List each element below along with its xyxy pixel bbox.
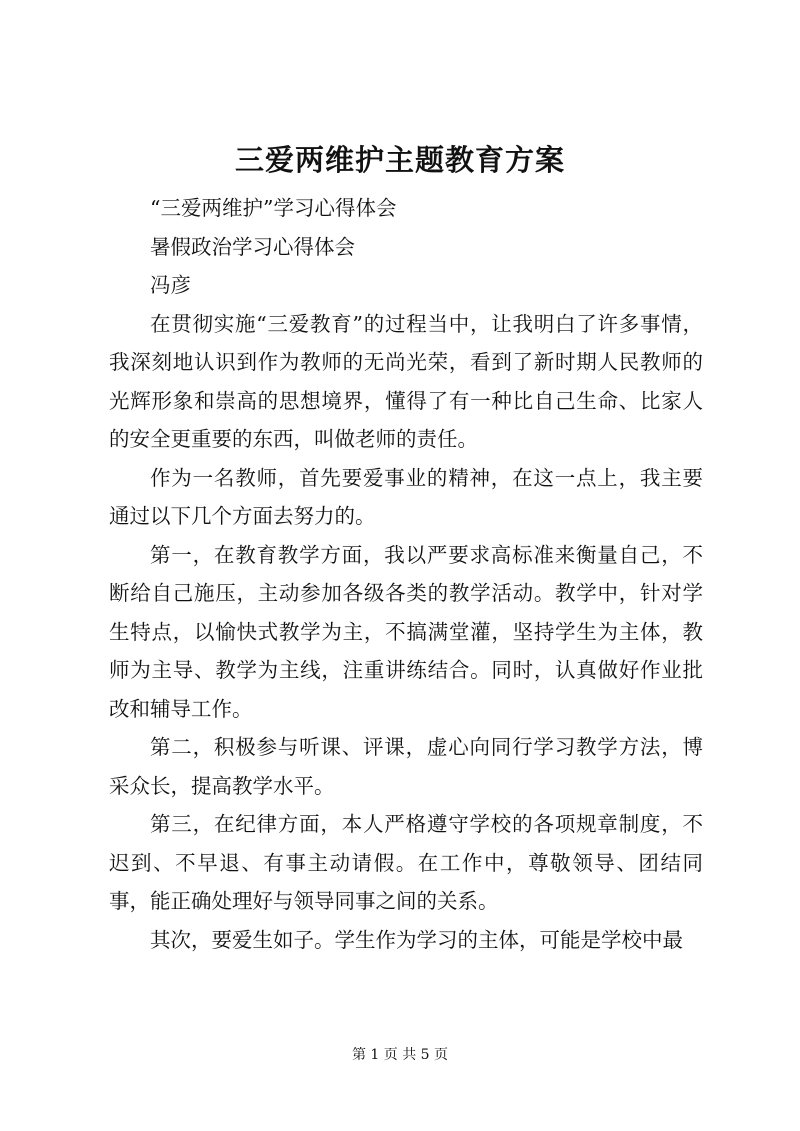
document-body: [109, 189, 703, 959]
paragraph: 第二，积极参与听课、评课，虚心向同行学习教学方法，博采众长，提高教学水平。: [109, 735, 703, 798]
paragraph-subtitle-2: 暑假政治学习心得体会: [150, 234, 355, 259]
paragraph: 作为一名教师，首先要爱事业的精神，在这一点上，我主要通过以下几个方面去努力的。: [109, 465, 703, 528]
paragraph: 在贯彻实施“三爱教育”的过程当中，让我明白了许多事情，我深刻地认识到作为教师的无尚光荣，看到了新时期人民教师的光辉形象和崇高的思想境界，懂得了有一种比自己生命、比家人的安全更重要的东西，叫做老师的责任。: [109, 311, 703, 451]
paragraph-author: 冯彦: [150, 273, 191, 297]
paragraph: 第三，在纪律方面，本人严格遵守学校的各项规章制度，不迟到、不早退、有事主动请假。在工作中，尊敬领导、团结同事，能正确处理好与领导同事之间的关系。: [109, 812, 703, 913]
document-title: 三爱两维护主题教育方案: [234, 143, 565, 177]
paragraph: 第一，在教育教学方面，我以严要求高标准来衡量自己，不断给自己施压，主动参加各级各类的教学活动。教学中，针对学生特点，以愉快式教学为主，不搞满堂灌，坚持学生为主体，教师为主导、教学为主线，注重讲练结合。同时，认真做好作业批改和辅导工作。: [109, 542, 703, 721]
paragraph: 其次，要爱生如子。学生作为学习的主体，可能是学校中最: [150, 927, 683, 952]
paragraph-subtitle: “三爱两维护”学习心得体会: [150, 196, 397, 220]
page-number-footer: 第 1 页 共 5 页: [351, 1047, 449, 1063]
